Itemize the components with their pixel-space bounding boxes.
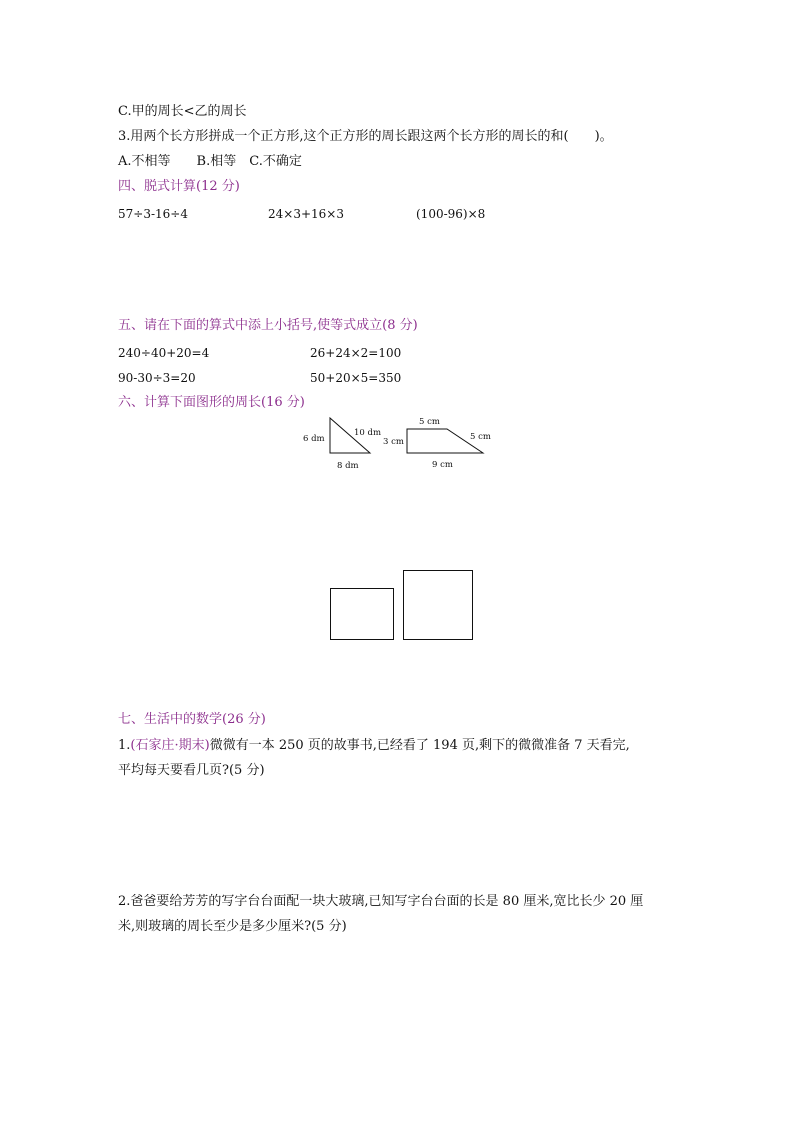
rectangle-shape [330,588,394,640]
equation-1: 240÷40+20=4 [118,346,210,360]
option-c: C.甲的周长<乙的周长 [118,104,247,119]
trapezoid-left-label: 3 cm [383,437,404,447]
section-7-title: 七、生活中的数学(26 分) [118,712,266,727]
problem-1-number: 1. [118,738,131,753]
triangle-bottom-label: 8 dm [337,461,359,471]
problem-2-line-2: 米,则玻璃的周长至少是多少厘米?(5 分) [118,919,347,934]
trapezoid-top-label: 5 cm [419,417,440,427]
problem-1-source: (石家庄·期末) [130,738,210,753]
square-shape [403,570,473,640]
problem-1-line-2: 平均每天要看几页?(5 分) [118,763,265,778]
triangle-left-label: 6 dm [303,434,325,444]
section-4-title: 四、脱式计算(12 分) [118,179,240,194]
problem-1-line-1 [118,738,630,754]
equation-3: 90-30÷3=20 [118,371,196,385]
expression-2: 24×3+16×3 [268,207,344,221]
equation-4: 50+20×5=350 [310,371,402,385]
section-6-title: 六、计算下面图形的周长(16 分) [118,395,305,410]
expression-3: (100-96)×8 [416,207,486,221]
equation-2: 26+24×2=100 [310,346,402,360]
problem-1-text: 微微有一本 250 页的故事书,已经看了 194 页,剩下的微微准备 7 天看完, [209,738,630,753]
trapezoid-bottom-label: 9 cm [432,460,453,470]
perimeter-figures [290,410,510,475]
section-5-title: 五、请在下面的算式中添上小括号,使等式成立(8 分) [118,318,418,333]
triangle-hyp-label: 10 dm [354,428,382,438]
problem-2-line-1: 2.爸爸要给芳芳的写字台台面配一块大玻璃,已知写字台台面的长是 80 厘米,宽比长少 20 厘 [118,894,644,909]
question-3-options: A.不相等 B.相等 C.不确定 [118,154,302,169]
question-3: 3.用两个长方形拼成一个正方形,这个正方形的周长跟这两个长方形的周长的和( )。 [118,129,613,144]
expression-1: 57÷3-16÷4 [118,207,188,221]
trapezoid-slant-label: 5 cm [470,432,491,442]
